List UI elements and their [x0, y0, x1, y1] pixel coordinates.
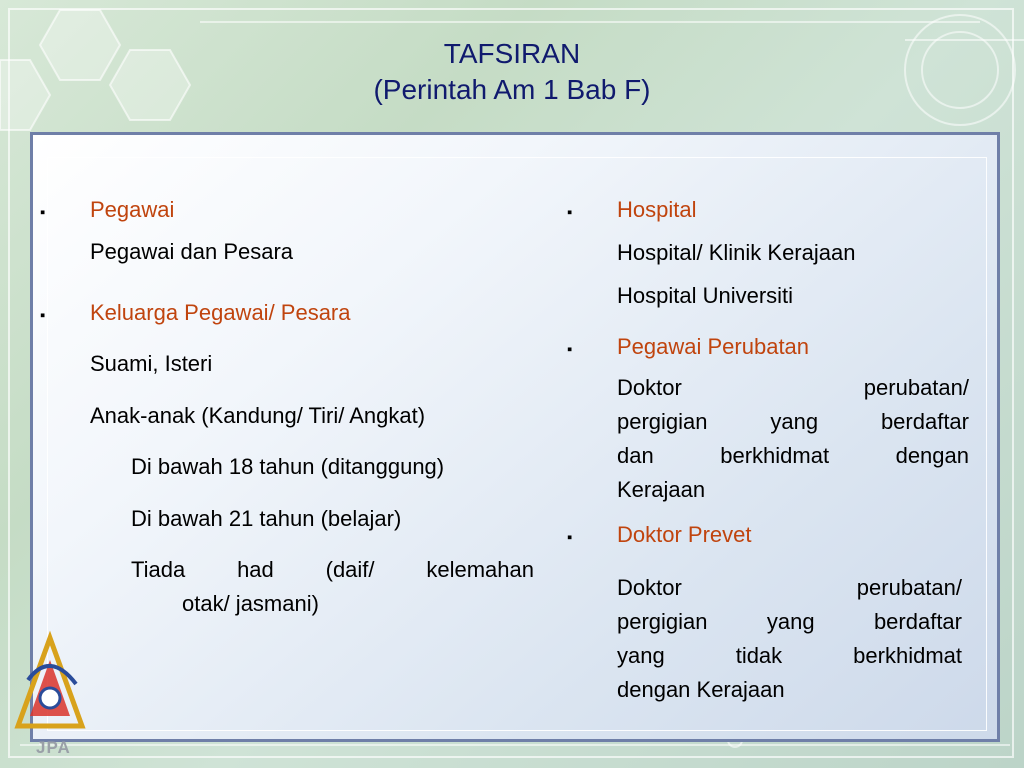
text-line: dan berkhidmat dengan — [617, 443, 969, 468]
text-line: yang tidak berkhidmat — [617, 643, 962, 668]
paragraph-doktor-prevet — [617, 571, 962, 707]
bullet-icon: ▪ — [567, 204, 573, 221]
text-line: Doktor perubatan/ — [617, 375, 969, 400]
title-line-2: (Perintah Am 1 Bab F) — [373, 74, 651, 105]
text-line: otak/ jasmani) — [182, 591, 319, 616]
heading-pegawai: Pegawai — [90, 197, 175, 222]
bullet-icon: ▪ — [567, 529, 573, 546]
text-line: Kerajaan — [617, 477, 706, 502]
text-line: Di bawah 18 tahun (ditanggung) — [131, 454, 445, 479]
title-line-1: TAFSIRAN — [443, 38, 581, 69]
heading-keluarga: Keluarga Pegawai/ Pesara — [90, 300, 351, 325]
text-line: pergigian yang berdaftar — [617, 409, 969, 434]
paragraph-pegawai-perubatan — [617, 371, 969, 507]
heading-hospital: Hospital — [617, 197, 697, 222]
text-line: Pegawai dan Pesara — [90, 239, 294, 264]
text-line: Suami, Isteri — [90, 351, 213, 376]
bullet-icon: ▪ — [567, 341, 573, 358]
bullet-icon: ▪ — [40, 307, 46, 324]
text-line: Hospital Universiti — [617, 283, 794, 308]
heading-pegawai-perubatan: Pegawai Perubatan — [617, 334, 810, 359]
text-line: pergigian yang berdaftar — [617, 609, 962, 634]
heading-doktor-prevet: Doktor Prevet — [617, 522, 752, 547]
text-line: Doktor perubatan/ — [617, 575, 962, 600]
text-line: dengan Kerajaan — [617, 677, 785, 702]
text-line: Tiada had (daif/ kelemahan — [131, 557, 534, 582]
text-line: Hospital/ Klinik Kerajaan — [617, 240, 856, 265]
text-line: Anak-anak (Kandung/ Tiri/ Angkat) — [90, 403, 426, 428]
jpa-logo-text: JPA — [36, 738, 71, 757]
text-line: Di bawah 21 tahun (belajar) — [131, 506, 402, 531]
bullet-icon: ▪ — [40, 204, 46, 221]
